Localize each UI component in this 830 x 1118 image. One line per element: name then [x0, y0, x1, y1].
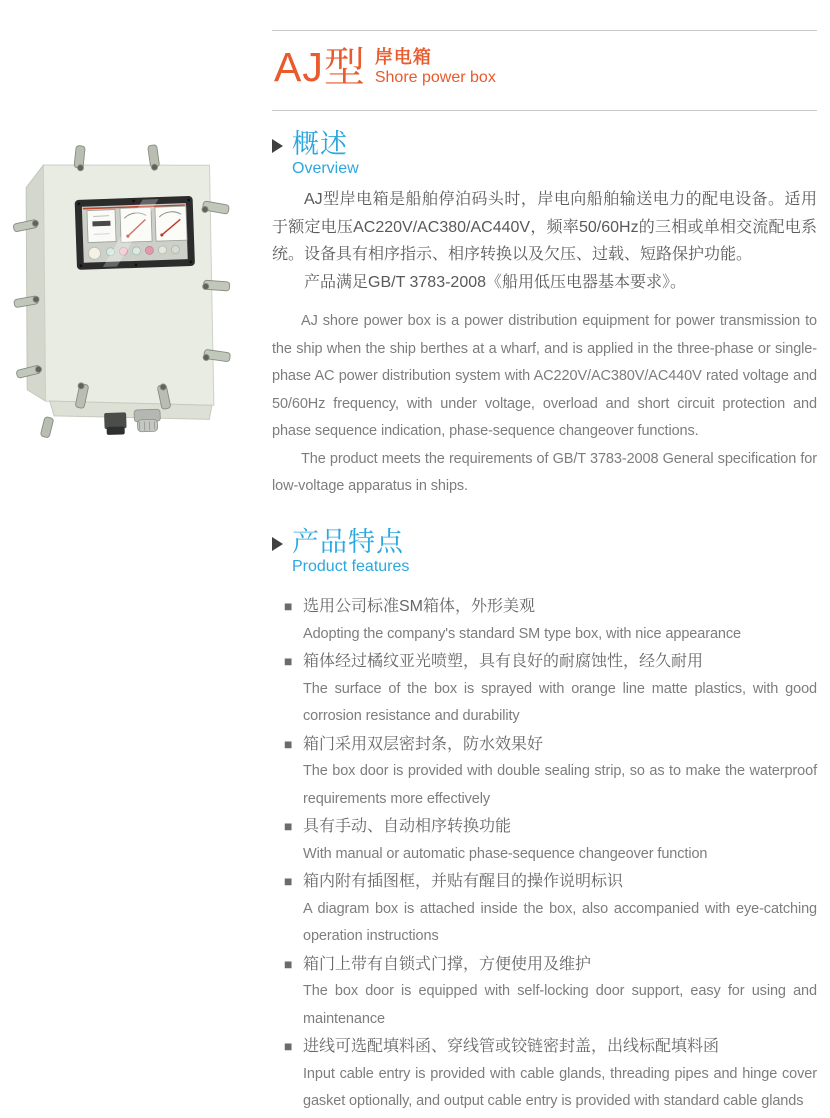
feature-en-text: A diagram box is attached inside the box, also accompanied with eye-catching operation instructions	[303, 900, 817, 944]
feature-item	[272, 648, 817, 731]
feature-zh-text: 具有手动、自动相序转换功能	[303, 818, 512, 835]
section-overview-heading	[272, 129, 359, 179]
feature-item	[272, 731, 817, 814]
overview-zh-paragraph: AJ型岸电箱是船舶停泊码头时，岸电向船舶输送电力的配电设备。适用于额定电压AC220V/AC380/AC440V，频率50/60Hz的三相或单相交流配电系统。设备具有相序指示、相序转换以及欠压、过载、短路保护功能。	[272, 191, 817, 263]
overview-title-en: Overview	[292, 160, 359, 177]
feature-zh	[284, 951, 817, 979]
feature-zh	[284, 868, 817, 896]
feature-item	[272, 951, 817, 1034]
feature-zh	[284, 813, 817, 841]
feature-en-text: The box door is provided with double sealing strip, so as to make the waterproof requirements more effectively	[303, 763, 817, 807]
square-bullet-icon: ■	[284, 873, 293, 889]
square-bullet-icon: ■	[284, 818, 293, 834]
feature-en-text: The box door is equipped with self-locking door support, easy for using and maintenance	[303, 983, 817, 1027]
feature-en-text: Adopting the company's standard SM type box, with nice appearance	[303, 625, 741, 642]
section-marker-icon	[272, 537, 283, 551]
feature-item	[272, 813, 817, 868]
square-bullet-icon: ■	[284, 955, 293, 972]
feature-zh-text: 选用公司标准SM箱体，外形美观	[303, 598, 536, 615]
feature-item	[272, 593, 817, 648]
feature-item	[272, 1033, 817, 1116]
feature-item	[272, 868, 817, 951]
square-bullet-icon: ■	[284, 735, 293, 752]
feature-zh	[284, 1033, 817, 1061]
overview-title-zh: 概述	[292, 129, 348, 159]
panel-meter-counter	[87, 210, 116, 243]
feature-zh-text: 箱门上带有自锁式门撑，方便使用及维护	[303, 955, 592, 973]
overview-zh-paragraph: 产品满足GB/T 3783-2008《船用低压电器基本要求》。	[304, 273, 687, 291]
feature-zh-text: 箱体经过橘纹亚光喷塑，具有良好的耐腐蚀性，经久耐用	[303, 653, 704, 670]
features-title-zh: 产品特点	[292, 527, 404, 557]
feature-zh	[284, 593, 817, 621]
overview-paragraphs-zh	[272, 186, 817, 296]
feature-en-text: With manual or automatic phase-sequence changeover function	[303, 845, 708, 862]
overview-en-paragraph: The product meets the requirements of GB/T 3783-2008 General specification for low-voltage apparatus in ships.	[272, 450, 817, 494]
header-rule-bottom	[272, 110, 817, 111]
page-title	[274, 44, 496, 90]
overview-en-paragraph: AJ shore power box is a power distribution equipment for power transmission to the ship when the ship berthes at a wharf, and is applied in the three-phase or single-phase AC power distribution system with AC220V/AC380V/AC440V rated voltage and 50/60Hz frequency, with under voltage, overload and short circuit protection and phase sequence indication, phase-sequence changeover functions.	[272, 313, 817, 439]
feature-zh-text: 箱内附有插图框，并贴有醒目的操作说明标识	[303, 873, 624, 890]
product-photo	[8, 136, 258, 448]
shore-power-box-illustration	[8, 140, 237, 439]
section-marker-icon	[272, 139, 283, 153]
section-features-heading	[272, 527, 409, 577]
feature-en-text: Input cable entry is provided with cable glands, threading pipes and hinge cover gasket optionally, and output cable entry is provided with standard cable glands	[303, 1065, 817, 1109]
product-name-zh: 岸电箱	[374, 47, 432, 67]
square-bullet-icon: ■	[284, 1038, 293, 1054]
product-model: AJ型	[274, 44, 366, 90]
feature-list	[272, 593, 817, 1116]
square-bullet-icon: ■	[284, 653, 293, 669]
overview-paragraphs-en	[272, 308, 817, 501]
feature-zh	[284, 731, 817, 759]
features-title-en: Product features	[292, 558, 410, 575]
feature-zh-text: 进线可选配填料函、穿线管或铰链密封盖，出线标配填料函	[303, 1038, 720, 1055]
product-name-en: Shore power box	[374, 69, 496, 86]
feature-zh	[284, 648, 817, 676]
feature-zh-text: 箱门采用双层密封条，防水效果好	[303, 735, 544, 753]
panel-meter-dial-2	[155, 206, 187, 241]
feature-en-text: The surface of the box is sprayed with orange line matte plastics, with good corrosion resistance and durability	[303, 680, 817, 724]
square-bullet-icon: ■	[284, 598, 293, 614]
header-rule-top	[272, 30, 817, 31]
